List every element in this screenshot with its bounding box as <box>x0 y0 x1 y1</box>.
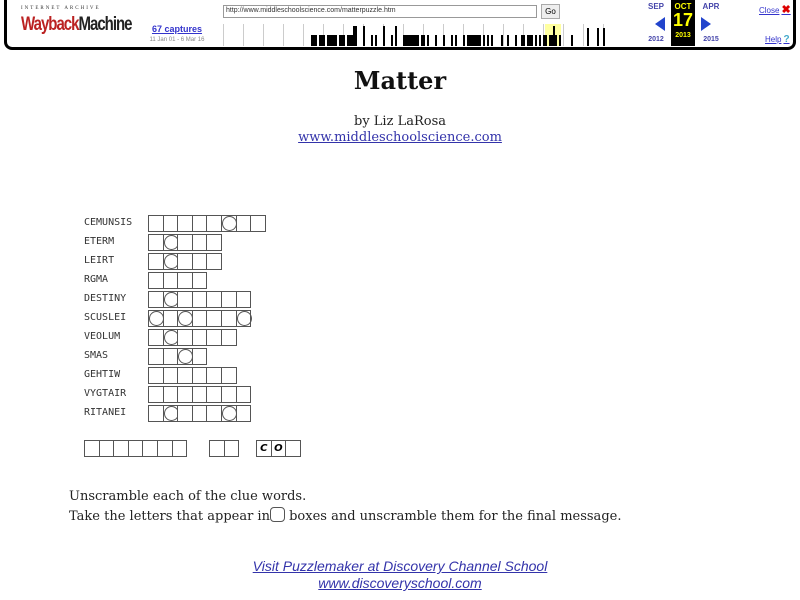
answer-cell[interactable] <box>236 386 252 403</box>
answer-cell[interactable] <box>148 329 164 346</box>
capture-bar <box>507 35 509 46</box>
answer-cells <box>148 348 206 365</box>
answer-cell[interactable] <box>163 367 179 384</box>
answer-cell[interactable] <box>148 348 164 365</box>
answer-cell[interactable] <box>206 386 222 403</box>
logo-wayback: Wayback <box>21 13 79 36</box>
site-link[interactable]: www.middleschoolscience.com <box>298 130 502 145</box>
page-title: Matter <box>353 66 447 95</box>
final-message-cell[interactable] <box>99 440 115 457</box>
close-x-icon[interactable]: ✖ <box>781 4 791 16</box>
capture-bar <box>355 26 357 46</box>
circled-answer-cell[interactable] <box>163 291 179 308</box>
capture-bar <box>563 24 564 46</box>
clue-word: VEOLUM <box>84 331 121 342</box>
next-month-link[interactable]: APR <box>702 2 720 11</box>
answer-cell[interactable] <box>177 253 193 270</box>
final-word-group <box>84 440 186 457</box>
clue-word: LEIRT <box>84 255 115 266</box>
clue-word: VYGTAIR <box>84 388 127 399</box>
logo-top-text: INTERNET ARCHIVE <box>21 6 101 11</box>
answer-cell[interactable] <box>206 253 222 270</box>
answer-cell[interactable] <box>177 215 193 232</box>
answer-cell[interactable] <box>148 215 164 232</box>
capture-bar <box>545 35 547 46</box>
close-label[interactable]: Close <box>759 6 780 15</box>
prev-month-link[interactable]: SEP <box>647 2 664 11</box>
answer-cells <box>148 310 250 327</box>
next-year-link[interactable]: 2015 <box>703 36 719 43</box>
circled-answer-cell[interactable] <box>177 348 193 365</box>
prev-capture-arrow-icon[interactable] <box>655 17 665 31</box>
url-input[interactable]: http://www.middleschoolscience.com/matterpuzzle.htm <box>223 5 537 18</box>
capture-bar <box>363 26 365 46</box>
answer-cell[interactable] <box>192 348 208 365</box>
final-message-cell[interactable]: O <box>271 440 287 457</box>
capture-bar <box>371 35 373 46</box>
capture-bar <box>531 35 533 46</box>
help-link[interactable] <box>765 34 790 45</box>
final-message-cell[interactable] <box>157 440 173 457</box>
answer-cell[interactable] <box>163 272 179 289</box>
answer-cell[interactable] <box>177 405 193 422</box>
answer-cell[interactable] <box>148 272 164 289</box>
answer-cell[interactable] <box>192 329 208 346</box>
answer-cell[interactable] <box>192 367 208 384</box>
capture-bar <box>395 26 397 46</box>
capture-bar <box>487 35 489 46</box>
final-message-cell[interactable] <box>224 440 240 457</box>
capture-bar <box>335 35 337 46</box>
capture-bar <box>555 35 557 46</box>
footer <box>0 558 800 592</box>
capture-bar <box>501 35 503 46</box>
final-message-cell[interactable] <box>113 440 129 457</box>
answer-cell[interactable] <box>148 234 164 251</box>
capture-bar <box>535 35 537 46</box>
answer-cells <box>148 291 250 308</box>
capture-bar <box>243 24 244 46</box>
answer-cell[interactable] <box>148 386 164 403</box>
capture-bar <box>571 35 573 46</box>
answer-cell[interactable] <box>221 386 237 403</box>
circled-answer-cell[interactable] <box>177 310 193 327</box>
clue-word: GEHTIW <box>84 369 121 380</box>
capture-bar <box>503 24 504 46</box>
answer-cell[interactable] <box>221 291 237 308</box>
wayback-toolbar <box>4 0 796 50</box>
answer-cells <box>148 329 236 346</box>
final-message-cell[interactable] <box>209 440 225 457</box>
answer-cell[interactable] <box>221 310 237 327</box>
wayback-logo[interactable] <box>21 6 132 36</box>
answer-cell[interactable] <box>177 367 193 384</box>
capture-bar <box>375 35 377 46</box>
current-year: 2013 <box>675 32 691 39</box>
capture-bar <box>283 24 284 46</box>
answer-cell[interactable] <box>177 291 193 308</box>
prev-year-link[interactable]: 2012 <box>648 36 664 43</box>
author-line: by Liz LaRosa <box>354 114 446 129</box>
answer-cell[interactable] <box>236 215 252 232</box>
answer-cells <box>148 367 236 384</box>
capture-bar <box>483 35 485 46</box>
clue-word: ETERM <box>84 236 115 247</box>
answer-cell[interactable] <box>148 405 164 422</box>
capture-bar <box>427 35 429 46</box>
answer-cell[interactable] <box>163 348 179 365</box>
capture-bar <box>539 35 541 46</box>
capture-bar <box>597 28 599 46</box>
final-word-group <box>209 440 238 457</box>
capture-bar <box>523 35 525 46</box>
capture-bar <box>323 35 325 46</box>
circled-answer-cell[interactable] <box>163 329 179 346</box>
capture-bar <box>455 35 457 46</box>
answer-cell[interactable] <box>206 291 222 308</box>
answer-cell[interactable] <box>177 234 193 251</box>
current-capture <box>671 0 695 46</box>
captures-link[interactable]: 67 captures <box>151 24 203 34</box>
answer-cell[interactable] <box>177 329 193 346</box>
final-message-cell[interactable] <box>172 440 188 457</box>
answer-cell[interactable] <box>192 234 208 251</box>
capture-bar <box>443 35 445 46</box>
answer-cells <box>148 272 206 289</box>
final-message-cell[interactable] <box>285 440 301 457</box>
current-day: 17 <box>672 10 694 30</box>
capture-bar <box>391 35 393 46</box>
clue-word: DESTINY <box>84 293 127 304</box>
capture-bar <box>583 24 584 46</box>
answer-cell[interactable] <box>177 272 193 289</box>
instructions <box>69 487 621 527</box>
capture-sparkline[interactable] <box>223 24 623 46</box>
answer-cells <box>148 215 265 232</box>
clue-word: CEMUNSIS <box>84 217 133 228</box>
circled-answer-cell[interactable] <box>221 215 237 232</box>
capture-bar <box>603 28 605 46</box>
capture-bar <box>263 24 264 46</box>
answer-cell[interactable] <box>236 291 252 308</box>
answer-cell[interactable] <box>206 329 222 346</box>
circled-answer-cell[interactable] <box>163 253 179 270</box>
clue-word: SMAS <box>84 350 109 361</box>
final-word-group <box>256 440 300 457</box>
discoveryschool-link[interactable]: www.discoveryschool.com <box>318 575 482 591</box>
answer-cell[interactable] <box>177 386 193 403</box>
instruction-line-2a: Take the letters that appear in <box>69 509 270 524</box>
answer-cells <box>148 234 221 251</box>
circled-answer-cell[interactable] <box>148 310 164 327</box>
answer-cells <box>148 386 250 403</box>
answer-cell[interactable] <box>206 405 222 422</box>
answer-cell[interactable] <box>163 215 179 232</box>
answer-cell[interactable] <box>163 386 179 403</box>
answer-cell[interactable] <box>192 310 208 327</box>
circled-answer-cell[interactable] <box>163 234 179 251</box>
answer-cell[interactable] <box>221 329 237 346</box>
clue-word: RITANEI <box>84 407 127 418</box>
answer-cell[interactable] <box>163 310 179 327</box>
instruction-line-1: Unscramble each of the clue words. <box>69 489 307 504</box>
answer-cells <box>148 405 250 422</box>
capture-bar <box>223 24 224 46</box>
final-message-cell[interactable] <box>128 440 144 457</box>
answer-cell[interactable] <box>148 367 164 384</box>
go-button[interactable]: Go <box>541 4 560 19</box>
capture-bar <box>515 35 517 46</box>
capture-bar <box>435 35 437 46</box>
final-message-cell[interactable]: C <box>256 440 272 457</box>
instruction-line-2b: boxes and unscramble them for the final message. <box>289 509 622 524</box>
final-message-cell[interactable] <box>84 440 100 457</box>
captures-info <box>137 24 217 43</box>
capture-bar <box>491 35 493 46</box>
capture-bar <box>303 24 304 46</box>
capture-bar <box>559 35 561 46</box>
answer-cell[interactable] <box>148 253 164 270</box>
capture-bar <box>343 35 345 46</box>
answer-cell[interactable] <box>236 405 252 422</box>
answer-cell[interactable] <box>206 367 222 384</box>
answer-cell[interactable] <box>192 405 208 422</box>
capture-bar <box>479 35 481 46</box>
logo-machine: Machine <box>78 13 132 36</box>
answer-cell[interactable] <box>192 291 208 308</box>
capture-bar <box>383 26 385 46</box>
final-message-cell[interactable] <box>142 440 158 457</box>
circled-answer-cell[interactable] <box>163 405 179 422</box>
answer-cells <box>148 253 221 270</box>
answer-cell[interactable] <box>206 234 222 251</box>
answer-cell[interactable] <box>192 272 208 289</box>
captures-range: 11 Jan 01 - 6 Mar 16 <box>149 37 205 43</box>
circled-answer-cell[interactable] <box>236 310 252 327</box>
current-month: OCT <box>674 2 692 11</box>
capture-bar <box>587 28 589 46</box>
next-capture-arrow-icon[interactable] <box>701 17 711 31</box>
answer-cell[interactable] <box>192 215 208 232</box>
answer-cell[interactable] <box>192 253 208 270</box>
circled-answer-cell[interactable] <box>221 405 237 422</box>
answer-cell[interactable] <box>206 215 222 232</box>
help-label[interactable]: Help <box>765 35 782 44</box>
clue-word: RGMA <box>84 274 109 285</box>
puzzlemaker-link[interactable]: Visit Puzzlemaker at Discovery Channel School <box>252 558 548 574</box>
capture-bar <box>423 35 425 46</box>
clue-word: SCUSLEI <box>84 312 127 323</box>
answer-cell[interactable] <box>148 291 164 308</box>
help-question-icon[interactable]: ? <box>783 34 790 45</box>
answer-cell[interactable] <box>250 215 266 232</box>
answer-cell[interactable] <box>221 367 237 384</box>
close-button[interactable] <box>759 3 791 16</box>
capture-bar <box>315 35 317 46</box>
capture-bar <box>451 35 453 46</box>
answer-cell[interactable] <box>192 386 208 403</box>
circle-box-icon <box>270 507 285 522</box>
answer-cell[interactable] <box>206 310 222 327</box>
capture-bar <box>417 35 419 46</box>
capture-bar <box>463 35 465 46</box>
